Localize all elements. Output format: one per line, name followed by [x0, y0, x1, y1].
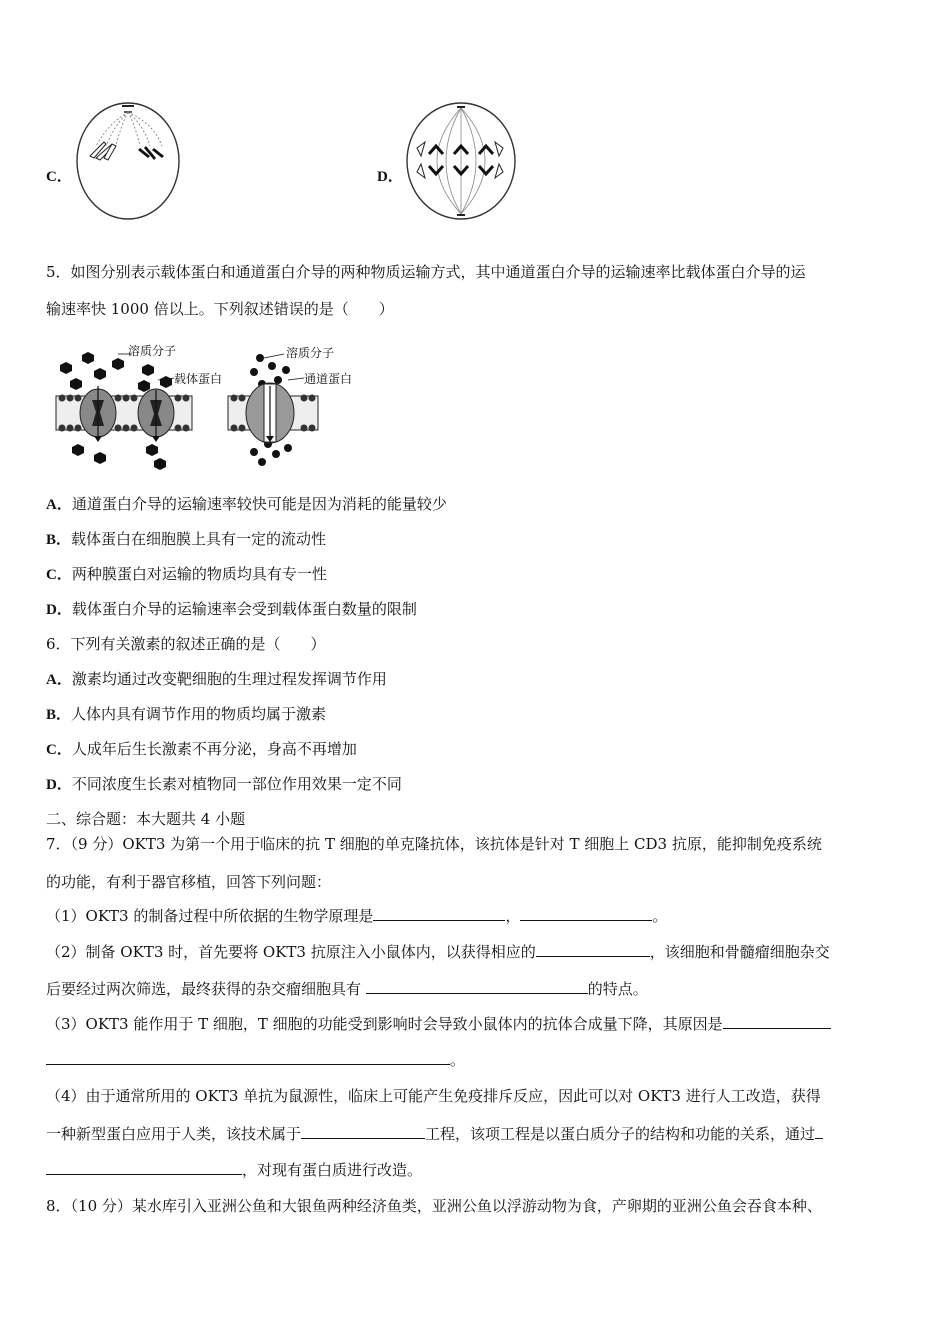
answer-blank[interactable]: [46, 1050, 450, 1065]
q5-stem-line2: 输速率快 1000 倍以上。下列叙述错误的是（ ）: [46, 300, 394, 318]
answer-blank[interactable]: [723, 1014, 831, 1029]
q5-option-b: B．载体蛋白在细胞膜上具有一定的流动性: [46, 530, 327, 548]
answer-blank[interactable]: [301, 1124, 425, 1139]
answer-blank[interactable]: [366, 979, 588, 994]
answer-blank[interactable]: [815, 1124, 823, 1139]
cell-division-figure-d: [403, 100, 519, 222]
answer-blank[interactable]: [46, 1160, 242, 1175]
answer-blank[interactable]: [520, 906, 652, 921]
fig-carrier-label: 载体蛋白: [174, 372, 223, 386]
answer-blank[interactable]: [373, 906, 505, 921]
q5-stem-line1: 5．如图分别表示载体蛋白和通道蛋白介导的两种物质运输方式，其中通道蛋白介导的运输速率比载体蛋白介导的运: [46, 263, 806, 281]
q7-part4-line2: 一种新型蛋白应用于人类，该技术属于 工程，该项工程是以蛋白质分子的结构和功能的关系，通过: [46, 1124, 823, 1144]
q7-part4-line1: （4）由于通常所用的 OKT3 单抗为鼠源性，临床上可能产生免疫排斥反应，因此可以对 OKT3 进行人工改造，获得: [46, 1087, 821, 1105]
answer-blank[interactable]: [536, 942, 650, 957]
q6-option-b: B．人体内具有调节作用的物质均属于激素: [46, 705, 327, 723]
q6-option-a: A．激素均通过改变靶细胞的生理过程发挥调节作用: [46, 670, 387, 688]
q5-option-d: D．载体蛋白介导的运输速率会受到载体蛋白数量的限制: [46, 600, 417, 618]
fig-right-solute-label: 溶质分子: [286, 346, 335, 360]
fig-left-solute-label: 溶质分子: [128, 344, 177, 358]
q8-stem-line1: 8．（10 分）某水库引入亚洲公鱼和大银鱼两种经济鱼类，亚洲公鱼以浮游动物为食，产卵期的亚洲公鱼会吞食本种、: [46, 1197, 822, 1215]
q7-part3-line1: （3）OKT3 能作用于 T 细胞，T 细胞的功能受到影响时会导致小鼠体内的抗体合成量下降，其原因是: [46, 1014, 831, 1034]
q6-option-c: C．人成年后生长激素不再分泌，身高不再增加: [46, 740, 357, 758]
q6-stem: 6．下列有关激素的叙述正确的是（ ）: [46, 635, 326, 653]
q7-part1: （1）OKT3 的制备过程中所依据的生物学原理是 ， 。: [46, 907, 668, 925]
q7-part4-line3: ，对现有蛋白质进行改造。: [46, 1160, 422, 1180]
section-heading: 二、综合题：本大题共 4 小题: [46, 810, 246, 828]
q7-part2-line1: （2）制备 OKT3 时，首先要将 OKT3 抗原注入小鼠体内，以获得相应的 ，该细胞和骨髓瘤细胞杂交: [46, 943, 830, 961]
q7-stem-line2: 的功能，有利于器官移植，回答下列问题：: [46, 873, 332, 891]
membrane-transport-figure: [48, 340, 368, 470]
option-d-label: D．: [377, 169, 403, 185]
q6-option-d: D．不同浓度生长素对植物同一部位作用效果一定不同: [46, 775, 402, 793]
q7-stem-line1: 7．（9 分）OKT3 为第一个用于临床的抗 T 细胞的单克隆抗体，该抗体是针对 T 细胞上 CD3 抗原，能抑制免疫系统: [46, 835, 822, 853]
option-c-label: C．: [46, 169, 72, 185]
q5-option-c: C．两种膜蛋白对运输的物质均具有专一性: [46, 565, 327, 583]
fig-channel-label: 通道蛋白: [304, 372, 353, 386]
q7-part3-line2: 。: [46, 1050, 465, 1070]
cell-division-figure-c: [74, 100, 184, 222]
q5-option-a: A．通道蛋白介导的运输速率较快可能是因为消耗的能量较少: [46, 495, 447, 513]
q7-part2-line2: 后要经过两次筛选，最终获得的杂交瘤细胞具有 的特点。: [46, 980, 648, 998]
